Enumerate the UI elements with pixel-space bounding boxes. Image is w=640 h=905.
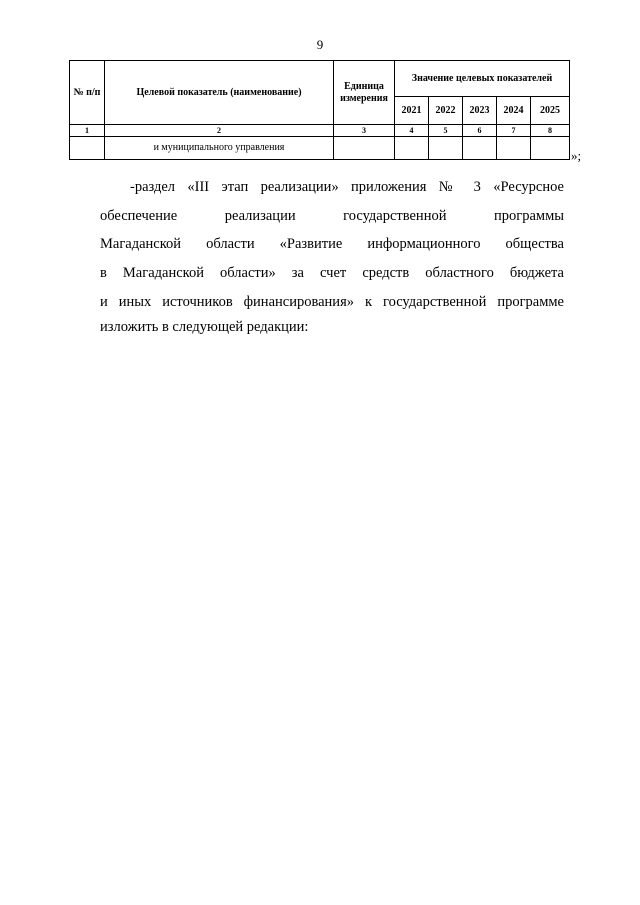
column-number: 7 (497, 125, 531, 137)
column-number: 6 (463, 125, 497, 137)
row-unit (334, 137, 395, 160)
column-number: 3 (334, 125, 395, 137)
row-value (395, 137, 429, 160)
row-num (70, 137, 105, 160)
row-indicator: и муниципального управления (105, 137, 334, 160)
header-values-group: Значение целевых показателей (395, 61, 570, 97)
row-value (531, 137, 570, 160)
paragraph-line: и иных источников финансирования» к государственной программе (100, 294, 564, 310)
paragraph-line: в Магаданской области» за счет средств областного бюджета (100, 265, 564, 281)
paragraph-line: изложить в следующей редакции: (100, 319, 309, 335)
column-number: 4 (395, 125, 429, 137)
header-year: 2023 (463, 97, 497, 125)
header-year: 2024 (497, 97, 531, 125)
indicators-table (69, 60, 570, 160)
header-year: 2021 (395, 97, 429, 125)
header-num: № п/п (70, 61, 105, 125)
column-number: 2 (105, 125, 334, 137)
table-row (70, 137, 570, 160)
row-value (463, 137, 497, 160)
header-year: 2022 (429, 97, 463, 125)
header-unit: Единица измерения (334, 61, 395, 125)
column-number: 8 (531, 125, 570, 137)
paragraph-line: Магаданской области «Развитие информационного общества (100, 236, 564, 252)
page-number: 9 (316, 37, 324, 52)
row-value (429, 137, 463, 160)
column-number: 5 (429, 125, 463, 137)
header-year: 2025 (531, 97, 570, 125)
paragraph-line: обеспечение реализации государственной программы (100, 208, 564, 224)
column-number: 1 (70, 125, 105, 137)
closing-quote: »; (571, 148, 582, 163)
row-value (497, 137, 531, 160)
header-indicator: Целевой показатель (наименование) (105, 61, 334, 125)
paragraph-line: -раздел «III этап реализации» приложения № 3 «Ресурсное (130, 179, 564, 195)
